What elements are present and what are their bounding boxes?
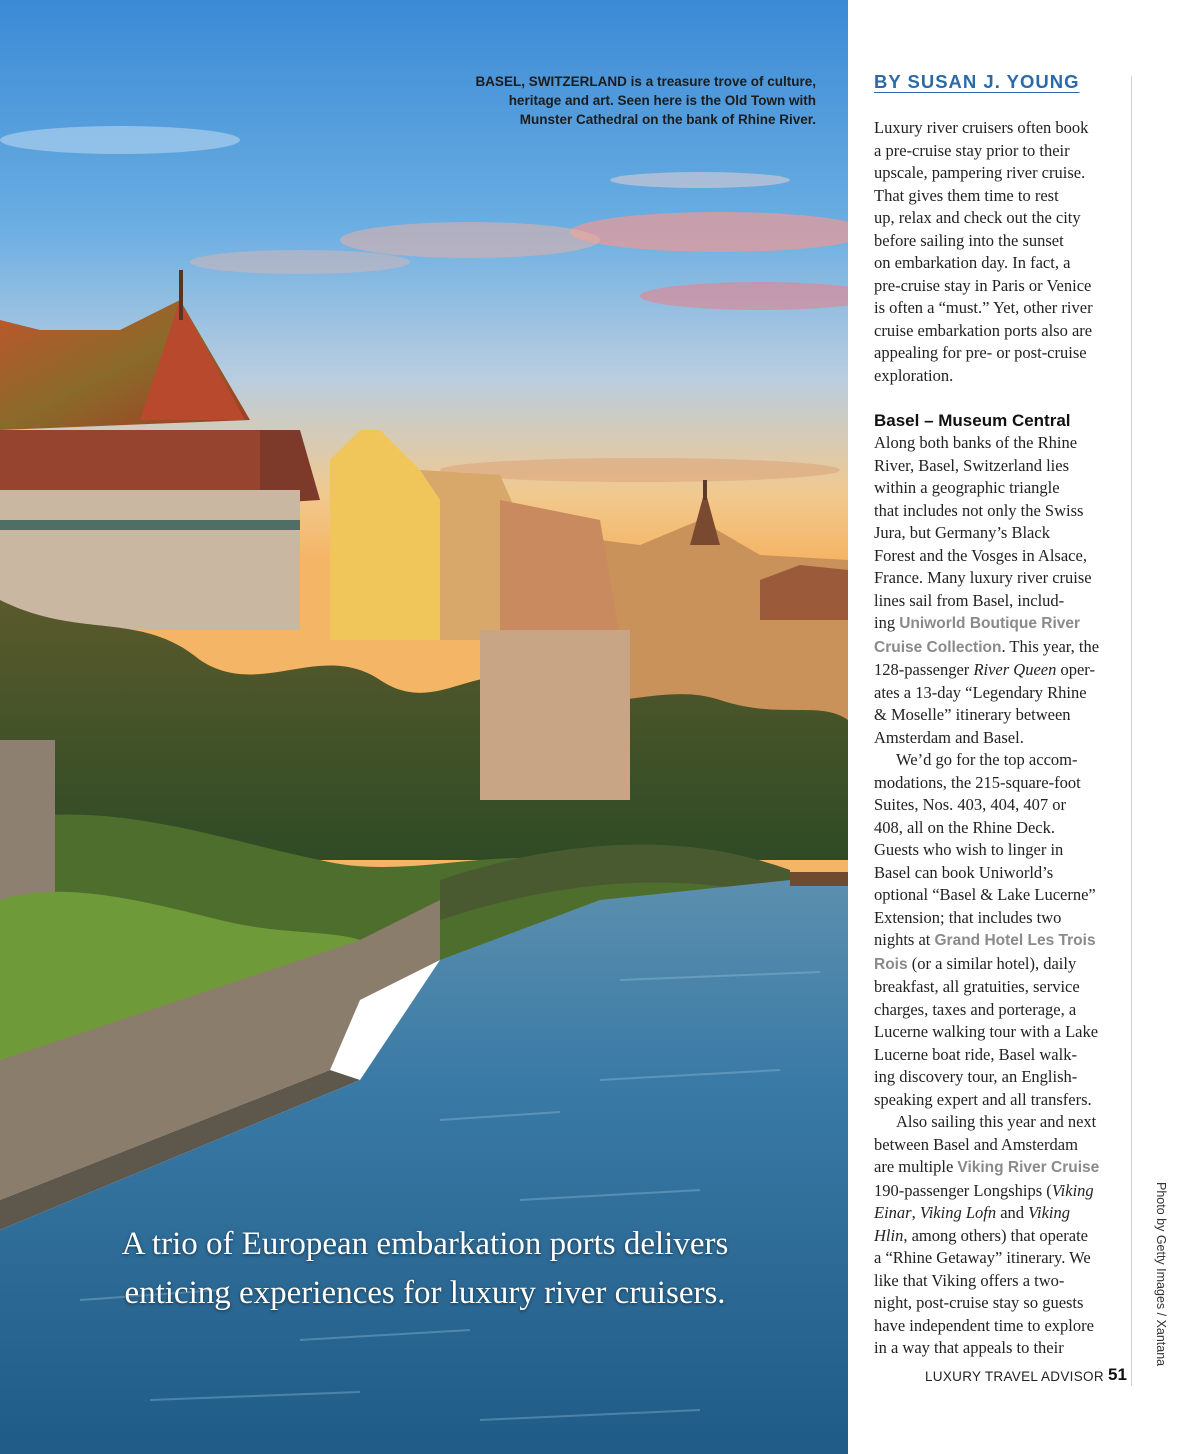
body-line: River, Basel, Switzerland lies — [874, 455, 1070, 475]
body-line — [874, 659, 1124, 682]
body-line: speaking expert and all transfers. — [874, 1089, 1092, 1109]
body-line: Also sailing this year and next — [896, 1112, 1097, 1131]
body-line — [874, 929, 1124, 953]
body-line — [874, 953, 1124, 977]
body-line: Luxury river cruisers often book — [874, 118, 1089, 137]
body-line: exploration. — [874, 365, 954, 385]
body-line: Guests who wish to linger in — [874, 840, 1064, 859]
body-line: a “Rhine Getaway” itinerary. We — [874, 1248, 1091, 1267]
ship-name: Einar — [874, 1203, 912, 1222]
body-line — [874, 612, 1124, 636]
paragraph-gap — [874, 387, 1124, 409]
ship-name: Viking — [1028, 1203, 1071, 1222]
body-line: Forest and the Vosges in Alsace, — [874, 545, 1087, 565]
ship-name: Hlin — [874, 1225, 904, 1245]
body-line: We’d go for the top accom- — [896, 750, 1078, 769]
page-number: 51 — [1108, 1365, 1127, 1384]
section-subhead: Basel – Museum Central — [874, 411, 1071, 430]
body-line: charges, taxes and porterage, a — [874, 999, 1077, 1019]
body-line: ates a 13-day “Legendary Rhine — [874, 682, 1087, 702]
body-line: have independent time to explore — [874, 1315, 1094, 1335]
body-line — [874, 1225, 1124, 1248]
body-text-run: and — [996, 1203, 1029, 1222]
body-line: between Basel and Amsterdam — [874, 1134, 1078, 1154]
body-line: upscale, pampering river cruise. — [874, 163, 1086, 182]
body-line: Lucerne walking tour with a Lake — [874, 1022, 1099, 1041]
body-line: Suites, Nos. 403, 404, 407 or — [874, 795, 1067, 814]
body-line — [874, 1202, 1124, 1225]
body-line: France. Many luxury river cruise — [874, 568, 1092, 587]
body-text-run: are multiple — [874, 1157, 958, 1176]
body-text-run: , — [911, 1203, 920, 1222]
deck-line: enticing experiences for luxury river cruisers. — [124, 1275, 726, 1311]
body-line: up, relax and check out the city — [874, 208, 1081, 227]
body-line: That gives them time to rest — [874, 185, 1059, 205]
article-deck — [40, 1220, 810, 1318]
body-line: before sailing into the sunset — [874, 230, 1064, 250]
body-line: a pre-cruise stay prior to their — [874, 140, 1070, 160]
caption-line: heritage and art. Seen here is the Old Town with — [508, 93, 816, 108]
body-text-run: 190-passenger Longships ( — [874, 1180, 1052, 1200]
grand-hotel-link[interactable]: Rois — [874, 955, 908, 973]
body-line: Jura, but Germany’s Black — [874, 523, 1050, 542]
body-text-run: oper- — [1056, 660, 1095, 679]
body-line: modations, the 215-square-foot — [874, 772, 1081, 792]
deck-line: A trio of European embarkation ports delivers — [121, 1226, 729, 1262]
body-line: pre-cruise stay in Paris or Venice — [874, 275, 1092, 295]
body-line: & Moselle” itinerary between — [874, 705, 1071, 724]
article-body — [874, 117, 1124, 1360]
body-text-run: , among others) that operate — [903, 1225, 1088, 1245]
viking-link[interactable]: Viking River Cruise — [957, 1159, 1100, 1176]
body-line: on embarkation day. In fact, a — [874, 253, 1071, 272]
ship-name: Viking Lofn — [919, 1203, 997, 1222]
body-text-run: . This year, the — [1001, 636, 1100, 656]
body-line: within a geographic triangle — [874, 478, 1060, 497]
uniworld-link[interactable]: Uniworld Boutique River — [899, 615, 1081, 632]
body-line — [874, 1180, 1124, 1203]
body-line: optional “Basel & Lake Lucerne” — [874, 885, 1096, 904]
body-text-run: 128-passenger — [874, 660, 974, 679]
column-divider — [1131, 76, 1132, 1386]
uniworld-link[interactable]: Cruise Collection — [874, 638, 1002, 656]
body-line: Extension; that includes two — [874, 907, 1062, 927]
caption-line: Munster Cathedral on the bank of Rhine River. — [519, 112, 816, 127]
body-line: Lucerne boat ride, Basel walk- — [874, 1044, 1077, 1064]
byline: BY SUSAN J. YOUNG — [874, 71, 1080, 92]
ship-name: River Queen — [973, 660, 1057, 679]
body-line: 408, all on the Rhine Deck. — [874, 817, 1056, 837]
body-line: ing discovery tour, an English- — [874, 1067, 1078, 1086]
caption-line: BASEL, SWITZERLAND is a treasure trove of culture, — [475, 74, 816, 89]
body-line: night, post-cruise stay so guests — [874, 1293, 1084, 1312]
body-text-run: nights at — [874, 930, 935, 949]
body-line — [874, 1156, 1124, 1180]
body-line: in a way that appeals to their — [874, 1338, 1064, 1357]
grand-hotel-link[interactable]: Grand Hotel Les Trois — [934, 932, 1096, 949]
body-line: Basel can book Uniworld’s — [874, 862, 1054, 882]
ship-name: Viking — [1051, 1180, 1094, 1200]
body-text-run: (or a similar hotel), daily — [907, 953, 1077, 973]
body-text-run: ing — [874, 613, 900, 632]
body-line: Amsterdam and Basel. — [874, 727, 1024, 747]
body-line: that includes not only the Swiss — [874, 500, 1084, 520]
body-line: lines sail from Basel, includ- — [874, 590, 1065, 610]
photo-caption — [396, 72, 816, 129]
body-line: appealing for pre- or post-cruise — [874, 343, 1087, 362]
photo-credit: Photo by Getty Images / Xantana — [1154, 1182, 1168, 1367]
body-line — [874, 636, 1124, 660]
body-line: cruise embarkation ports also are — [874, 320, 1093, 340]
magazine-name: LUXURY TRAVEL ADVISOR — [925, 1369, 1104, 1384]
body-line: is often a “must.” Yet, other river — [874, 298, 1093, 317]
body-line: breakfast, all gratuities, service — [874, 977, 1080, 996]
body-line: Along both banks of the Rhine — [874, 433, 1078, 452]
body-line: like that Viking offers a two- — [874, 1270, 1065, 1290]
